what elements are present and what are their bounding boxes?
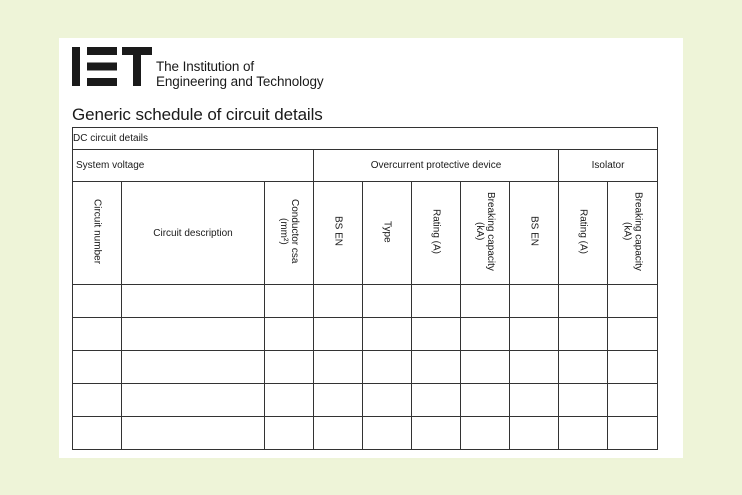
table-row <box>73 285 658 318</box>
iet-logo <box>72 47 152 86</box>
table-cell[interactable] <box>363 351 412 384</box>
header-isolator-rating <box>559 182 608 285</box>
header-ocpd-rating-text: Rating (A) <box>430 208 442 254</box>
table-cell[interactable] <box>608 351 658 384</box>
table-row <box>73 417 658 450</box>
table-cell[interactable] <box>363 384 412 417</box>
header-conductor-csa-text: Conductor csa (mm²) <box>278 199 300 264</box>
table-cell[interactable] <box>510 384 559 417</box>
table-cell[interactable] <box>559 351 608 384</box>
circuit-schedule-table <box>72 127 658 450</box>
table-cell[interactable] <box>265 417 314 450</box>
table-cell[interactable] <box>461 285 510 318</box>
table-cell[interactable] <box>608 417 658 450</box>
header-ocpd-bs-en-text: BS EN <box>332 216 344 247</box>
group-system-voltage: System voltage <box>73 150 314 182</box>
org-line-2: Engineering and Technology <box>156 74 324 89</box>
table-cell[interactable] <box>608 384 658 417</box>
table-cell[interactable] <box>559 417 608 450</box>
table-cell[interactable] <box>363 417 412 450</box>
table-cell[interactable] <box>510 417 559 450</box>
header-iso-bs-en-text: BS EN <box>528 216 540 247</box>
table-cell[interactable] <box>608 318 658 351</box>
header-iso-rating-text: Rating (A) <box>577 208 589 254</box>
table-cell[interactable] <box>265 351 314 384</box>
table-cell[interactable] <box>314 384 363 417</box>
header-conductor-csa <box>265 182 314 285</box>
table-cell[interactable] <box>314 285 363 318</box>
table-cell[interactable] <box>73 417 122 450</box>
table-cell[interactable] <box>412 318 461 351</box>
table-cell[interactable] <box>461 318 510 351</box>
table-cell[interactable] <box>265 384 314 417</box>
table-cell[interactable] <box>461 384 510 417</box>
table-cell[interactable] <box>412 351 461 384</box>
table-row <box>73 351 658 384</box>
table-cell[interactable] <box>122 318 265 351</box>
table-cell[interactable] <box>412 417 461 450</box>
header-circuit-description: Circuit description <box>122 182 265 285</box>
table-body <box>73 285 658 450</box>
table-cell[interactable] <box>122 384 265 417</box>
table-row <box>73 384 658 417</box>
header-isolator-breaking-capacity <box>608 182 658 285</box>
table-cell[interactable] <box>412 384 461 417</box>
table-cell[interactable] <box>559 285 608 318</box>
table-cell[interactable] <box>608 285 658 318</box>
header-ocpd-breaking-text: Breaking capacity (kA) <box>474 192 496 271</box>
header-ocpd-rating <box>412 182 461 285</box>
table-row <box>73 318 658 351</box>
schedule-sheet <box>59 38 683 458</box>
table-cell[interactable] <box>461 417 510 450</box>
header-ocpd-bs-en <box>314 182 363 285</box>
table-cell[interactable] <box>510 351 559 384</box>
header-circuit-number <box>73 182 122 285</box>
table-cell[interactable] <box>265 285 314 318</box>
table-cell[interactable] <box>314 318 363 351</box>
table-cell[interactable] <box>265 318 314 351</box>
header-ocpd-type-text: Type <box>381 220 393 243</box>
header-isolator-bs-en <box>510 182 559 285</box>
table-cell[interactable] <box>412 285 461 318</box>
table-cell[interactable] <box>510 285 559 318</box>
table-cell[interactable] <box>559 384 608 417</box>
header-ocpd-type <box>363 182 412 285</box>
table-cell[interactable] <box>461 351 510 384</box>
document-title: Generic schedule of circuit details <box>72 105 323 124</box>
table-cell[interactable] <box>363 318 412 351</box>
header-ocpd-breaking-capacity <box>461 182 510 285</box>
header-circuit-number-text: Circuit number <box>91 198 103 265</box>
table-cell[interactable] <box>73 351 122 384</box>
table-cell[interactable] <box>73 318 122 351</box>
table-cell[interactable] <box>122 285 265 318</box>
org-line-1: The Institution of <box>156 59 255 74</box>
table-cell[interactable] <box>122 351 265 384</box>
table-cell[interactable] <box>314 351 363 384</box>
table-cell[interactable] <box>363 285 412 318</box>
table-cell[interactable] <box>559 318 608 351</box>
section-title: DC circuit details <box>73 128 658 150</box>
table-cell[interactable] <box>122 417 265 450</box>
table-cell[interactable] <box>314 417 363 450</box>
header-iso-breaking-text: Breaking capacity (kA) <box>621 192 644 271</box>
table-cell[interactable] <box>510 318 559 351</box>
table-cell[interactable] <box>73 285 122 318</box>
organisation-name <box>156 59 324 89</box>
group-overcurrent-device: Overcurrent protective device <box>314 150 559 182</box>
group-isolator: Isolator <box>559 150 658 182</box>
table-cell[interactable] <box>73 384 122 417</box>
